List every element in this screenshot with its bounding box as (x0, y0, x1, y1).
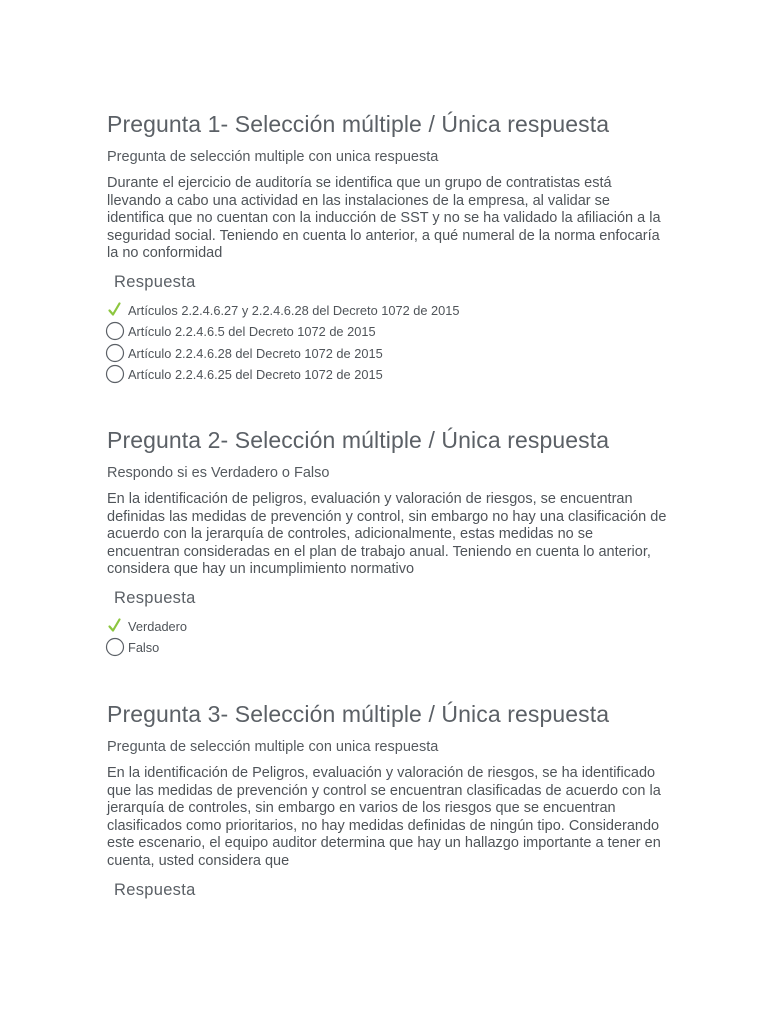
radio-circle-icon[interactable] (105, 637, 125, 657)
option-label: Falso (128, 640, 160, 656)
question-3 (107, 700, 667, 900)
question-1 (107, 110, 667, 386)
question-title: Pregunta 1- Selección múltiple / Única respuesta (107, 111, 610, 137)
question-title: Pregunta 3- Selección múltiple / Única respuesta (107, 701, 610, 727)
option-label: Artículo 2.2.4.6.5 del Decreto 1072 de 2015 (128, 324, 376, 340)
response-label: Respuesta (114, 272, 196, 291)
answer-option-selected[interactable] (107, 300, 667, 322)
radio-circle-icon[interactable] (105, 321, 125, 341)
option-label: Artículos 2.2.4.6.27 y 2.2.4.6.28 del Decreto 1072 de 2015 (128, 302, 460, 318)
radio-circle-icon[interactable] (105, 343, 125, 363)
question-body: Durante el ejercicio de auditoría se identifica que un grupo de contratistas está llevando a cabo una actividad en las instalaciones de la empresa, al validar se identifica que no cuentan con la inducción de SST y no se ha validado la afiliación a la seguridad social. Teniendo en cuenta lo anterior, a qué numeral de la norma enfocaría la no conformidad (107, 175, 661, 262)
question-subtitle: Respondo si es Verdadero o Falso (107, 465, 330, 481)
answer-option[interactable] (107, 637, 667, 659)
response-label: Respuesta (114, 588, 196, 607)
answer-option[interactable] (107, 343, 667, 365)
question-2 (107, 426, 667, 659)
check-icon (105, 616, 125, 636)
option-label: Artículo 2.2.4.6.28 del Decreto 1072 de 2015 (128, 345, 383, 361)
option-label: Artículo 2.2.4.6.25 del Decreto 1072 de 2015 (128, 367, 383, 383)
answer-option[interactable] (107, 364, 667, 386)
response-label: Respuesta (114, 880, 196, 899)
answer-option[interactable] (107, 321, 667, 343)
answer-option-selected[interactable] (107, 616, 667, 638)
answer-options (107, 300, 667, 386)
check-icon (105, 300, 125, 320)
radio-circle-icon[interactable] (105, 364, 125, 384)
question-subtitle: Pregunta de selección multiple con unica respuesta (107, 149, 439, 165)
option-label: Verdadero (128, 618, 188, 634)
question-title: Pregunta 2- Selección múltiple / Única respuesta (107, 427, 610, 453)
question-body: En la identificación de peligros, evaluación y valoración de riesgos, se encuentran definidas las medidas de prevención y control, sin embargo no hay una clasificación de acuerdo con la jerarquía de controles, adicionalmente, estas medidas no se encuentran consideradas en el plan de trabajo anual. Teniendo en cuenta lo anterior, considera que hay un incumplimiento normativo (107, 491, 667, 578)
question-body: En la identificación de Peligros, evaluación y valoración de riesgos, se ha identificado que las medidas de prevención y control se encuentran clasificadas de acuerdo con la jerarquía de controles, sin embargo en varios de los riesgos que se encuentran clasificados como prioritarios, no hay medidas definidas de ningún tipo. Considerando este escenario, el equipo auditor determina que hay un hallazgo importante a tener en cuenta, usted considera que (107, 765, 661, 869)
answer-options (107, 616, 667, 659)
question-subtitle: Pregunta de selección multiple con unica respuesta (107, 739, 439, 755)
